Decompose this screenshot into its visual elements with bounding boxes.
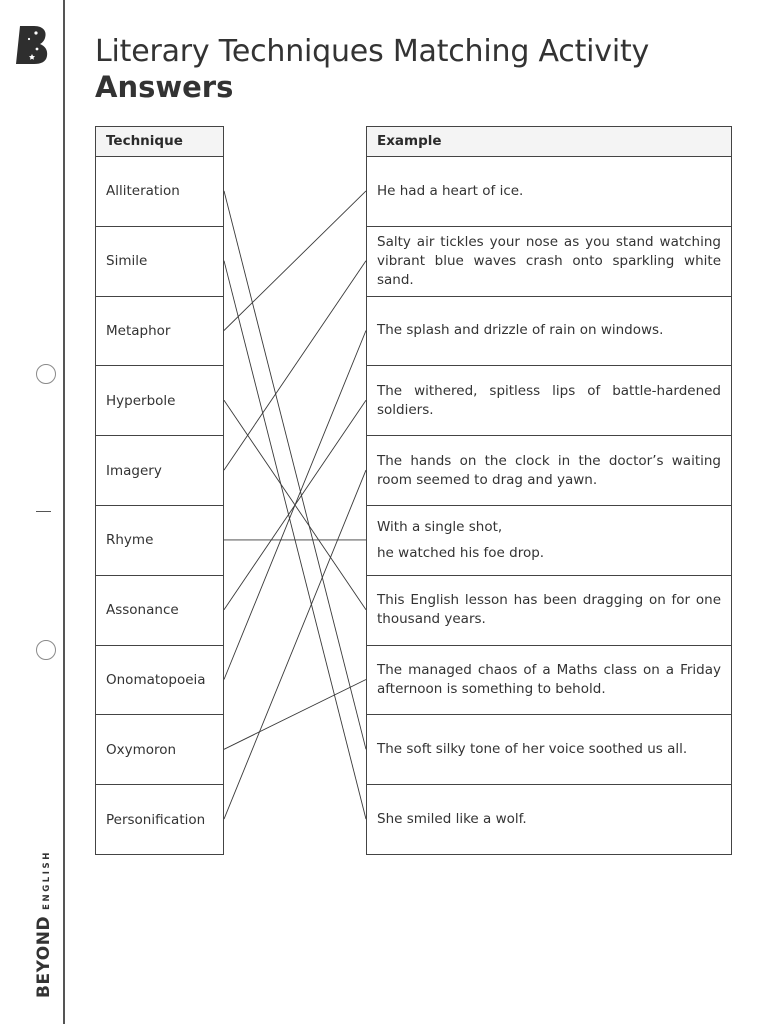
example-text: The withered, spitless lips of battle-hardened soldiers. — [377, 382, 721, 418]
technique-label: Oxymoron — [106, 741, 177, 758]
example-cell — [367, 785, 731, 855]
example-text: She smiled like a wolf. — [377, 811, 527, 828]
match-line — [224, 400, 366, 609]
technique-cell — [96, 785, 223, 855]
technique-table — [95, 126, 224, 855]
binder-hole — [36, 364, 56, 384]
technique-cell — [96, 227, 223, 297]
example-table — [366, 126, 732, 855]
example-cell — [367, 436, 731, 506]
beyond-b-logo-icon — [14, 24, 50, 66]
match-line — [224, 261, 366, 819]
example-text: The managed chaos of a Maths class on a Friday afternoon is something to behold. — [377, 661, 721, 697]
match-line — [224, 680, 366, 750]
binder-hole — [36, 640, 56, 660]
technique-label: Onomatopoeia — [106, 671, 206, 688]
example-cell — [367, 646, 731, 716]
match-line — [224, 191, 366, 331]
example-text: The splash and drizzle of rain on windows. — [377, 322, 664, 339]
brand-sub: ENGLISH — [42, 850, 52, 910]
example-text-line: With a single shot, — [377, 518, 503, 535]
technique-label: Simile — [106, 253, 148, 270]
match-line — [224, 191, 366, 749]
example-text: This English lesson has been dragging on for one thousand years. — [377, 592, 721, 628]
match-line — [224, 331, 366, 680]
technique-cell — [96, 366, 223, 436]
technique-cell — [96, 646, 223, 716]
example-cell — [367, 506, 731, 576]
example-cell — [367, 227, 731, 297]
example-text: The hands on the clock in the doctor’s waiting room seemed to drag and yawn. — [377, 452, 721, 488]
technique-label: Hyperbole — [106, 392, 176, 409]
technique-label: Metaphor — [106, 322, 171, 339]
example-cell — [367, 576, 731, 646]
technique-header: Technique — [96, 127, 223, 157]
match-line — [224, 261, 366, 470]
example-cell — [367, 157, 731, 227]
brand-wordmark — [34, 850, 54, 998]
technique-label: Imagery — [106, 462, 162, 479]
technique-cell — [96, 506, 223, 576]
example-cell — [367, 715, 731, 785]
brand-name: BEYOND — [34, 915, 54, 998]
technique-label: Rhyme — [106, 532, 154, 549]
example-text: He had a heart of ice. — [377, 182, 524, 199]
technique-cell — [96, 715, 223, 785]
example-cell — [367, 297, 731, 367]
technique-cell — [96, 297, 223, 367]
example-cell — [367, 366, 731, 436]
example-text: Salty air tickles your nose as you stand watching vibrant blue waves crash onto sparkling white sand. — [377, 233, 721, 288]
page-title: Literary Techniques Matching Activity — [95, 34, 650, 69]
technique-cell — [96, 576, 223, 646]
technique-label: Personification — [106, 811, 206, 828]
example-text-line: he watched his foe drop. — [377, 544, 545, 561]
page-subtitle: Answers — [95, 70, 234, 104]
example-header: Example — [367, 127, 731, 157]
page-margin-line — [63, 0, 65, 1024]
match-line — [224, 400, 366, 609]
technique-cell — [96, 436, 223, 506]
technique-cell — [96, 157, 223, 227]
fold-mark — [36, 511, 51, 512]
technique-label: Alliteration — [106, 183, 180, 200]
match-line — [224, 470, 366, 819]
example-text: The soft silky tone of her voice soothed us all. — [377, 741, 688, 758]
technique-label: Assonance — [106, 602, 179, 619]
